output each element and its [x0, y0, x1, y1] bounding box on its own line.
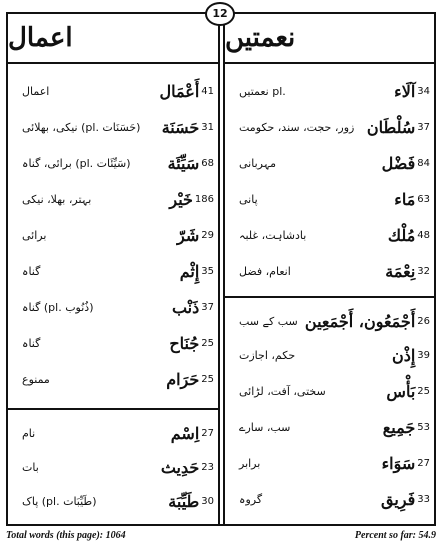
urdu-meaning: برابر [239, 456, 261, 470]
urdu-meaning: انعام، فضل [239, 264, 291, 278]
vocab-entry [12, 148, 214, 178]
right-column-title: نعمتیں [225, 14, 434, 64]
vocab-entry [229, 220, 430, 250]
frequency-count: 25 [417, 385, 430, 397]
arabic-word: سَيِّئَة [167, 153, 200, 173]
arabic-word: نِعْمَة [385, 261, 416, 281]
urdu-meaning: زور، حجت، سند، حکومت [239, 120, 355, 134]
arabic-word: آلَاء [394, 81, 416, 101]
frequency-count: 25 [201, 337, 214, 349]
arabic-word: إِذْن [391, 345, 416, 365]
arabic-word: سُلْطَان [366, 117, 416, 137]
arabic-word: حَدِيث [160, 457, 200, 477]
urdu-meaning: ممنوع [22, 372, 50, 386]
vocab-entry [229, 256, 430, 286]
vocab-entry [229, 184, 430, 214]
vocab-entry [229, 340, 430, 370]
urdu-meaning: حکم، اجازت [239, 348, 296, 362]
urdu-meaning: بہتر، بھلا، نیکی [22, 192, 92, 206]
frequency-count: 31 [201, 121, 214, 133]
urdu-meaning: پانی [239, 192, 258, 206]
urdu-meaning: مہربانی [239, 156, 277, 170]
vocab-entry [229, 484, 430, 514]
frequency-count: 41 [201, 85, 214, 97]
vocab-entry [12, 76, 214, 106]
vocab-entry [229, 412, 430, 442]
urdu-meaning: نام [22, 426, 36, 440]
arabic-word: شَرّ [177, 225, 200, 245]
arabic-word: اِسْم [170, 423, 200, 443]
arabic-word: فَرِيق [380, 489, 416, 509]
vocab-entry [12, 256, 214, 286]
arabic-word: فَضْل [381, 153, 416, 173]
urdu-meaning: سختی، آفت، لڑائی [239, 384, 326, 398]
vocab-entry [12, 220, 214, 250]
section-divider [8, 408, 218, 410]
vocab-entry [12, 112, 214, 142]
vocab-entry [12, 452, 214, 482]
frequency-count: 53 [417, 421, 430, 433]
vocab-entry [12, 292, 214, 322]
frequency-count: 30 [201, 495, 214, 507]
left-column [8, 14, 220, 524]
frequency-count: 37 [201, 301, 214, 313]
vocab-entry [229, 148, 430, 178]
arabic-word: طَيِّبَة [168, 491, 200, 511]
urdu-meaning: اعمال [22, 84, 50, 98]
urdu-meaning: گروہ [239, 492, 263, 506]
frequency-count: 26 [417, 315, 430, 327]
frequency-count: 25 [201, 373, 214, 385]
frequency-count: 84 [417, 157, 430, 169]
urdu-meaning: سب، سارے [239, 420, 291, 434]
vocab-entry [229, 448, 430, 478]
frequency-count: 33 [417, 493, 430, 505]
urdu-meaning: (حَسَنَات .pl) نیکی، بھلائی [22, 120, 141, 134]
frequency-count: 37 [417, 121, 430, 133]
frequency-count: 29 [201, 229, 214, 241]
arabic-word: إِثْم [179, 261, 200, 281]
frequency-count: 27 [201, 427, 214, 439]
urdu-meaning: (ذُنُوب .pl) گناہ [22, 300, 94, 314]
arabic-word: حَسَنَة [161, 117, 200, 137]
frequency-count: 35 [201, 265, 214, 277]
page-number-badge: 12 [205, 2, 235, 26]
frequency-count: 39 [417, 349, 430, 361]
frequency-count: 186 [194, 193, 214, 205]
urdu-meaning: بات [22, 460, 39, 474]
frequency-count: 32 [417, 265, 430, 277]
total-words-label: Total words (this page): 1064 [6, 530, 126, 541]
vocab-entry [229, 112, 430, 142]
arabic-word: سَوَاء [381, 453, 416, 473]
arabic-word: حَرَام [166, 369, 200, 389]
frequency-count: 27 [417, 457, 430, 469]
frequency-count: 63 [417, 193, 430, 205]
vocabulary-table [6, 12, 436, 526]
urdu-meaning: بادشاہت، غلبہ [239, 228, 307, 242]
section-divider [225, 296, 434, 298]
arabic-word: جَمِيع [382, 417, 416, 437]
vocab-entry [229, 76, 430, 106]
percent-so-far-label: Percent so far: 54.9 [354, 530, 436, 541]
arabic-word: ذَنْب [171, 297, 200, 317]
urdu-meaning: برائی [22, 228, 47, 242]
arabic-word: أَجْمَعُون، أَجْمَعِين [304, 311, 416, 331]
vocab-entry [12, 364, 214, 394]
right-column [223, 14, 434, 524]
vocab-entry [229, 306, 430, 336]
urdu-meaning: سب کے سب [239, 314, 298, 328]
urdu-meaning: (سَيِّئَات .pl) برائی، گناہ [22, 156, 131, 170]
frequency-count: 48 [417, 229, 430, 241]
urdu-meaning: .pl نعمتیں [239, 84, 286, 98]
frequency-count: 34 [417, 85, 430, 97]
urdu-meaning: گناہ [22, 336, 41, 350]
vocab-entry [12, 486, 214, 516]
arabic-word: مُلْك [387, 225, 416, 245]
arabic-word: بَأْس [386, 381, 416, 401]
arabic-word: خَيْر [169, 189, 193, 209]
arabic-word: جُنَاح [169, 333, 200, 353]
urdu-meaning: (طَيِّبَات .pl) پاک [22, 494, 97, 508]
frequency-count: 23 [201, 461, 214, 473]
vocab-entry [229, 376, 430, 406]
arabic-word: مَاء [394, 189, 416, 209]
left-column-title: اعمال [8, 14, 218, 64]
vocab-entry [12, 328, 214, 358]
urdu-meaning: گناہ [22, 264, 41, 278]
vocab-entry [12, 184, 214, 214]
vocab-entry [12, 418, 214, 448]
frequency-count: 68 [201, 157, 214, 169]
arabic-word: أَعْمَال [159, 81, 200, 101]
